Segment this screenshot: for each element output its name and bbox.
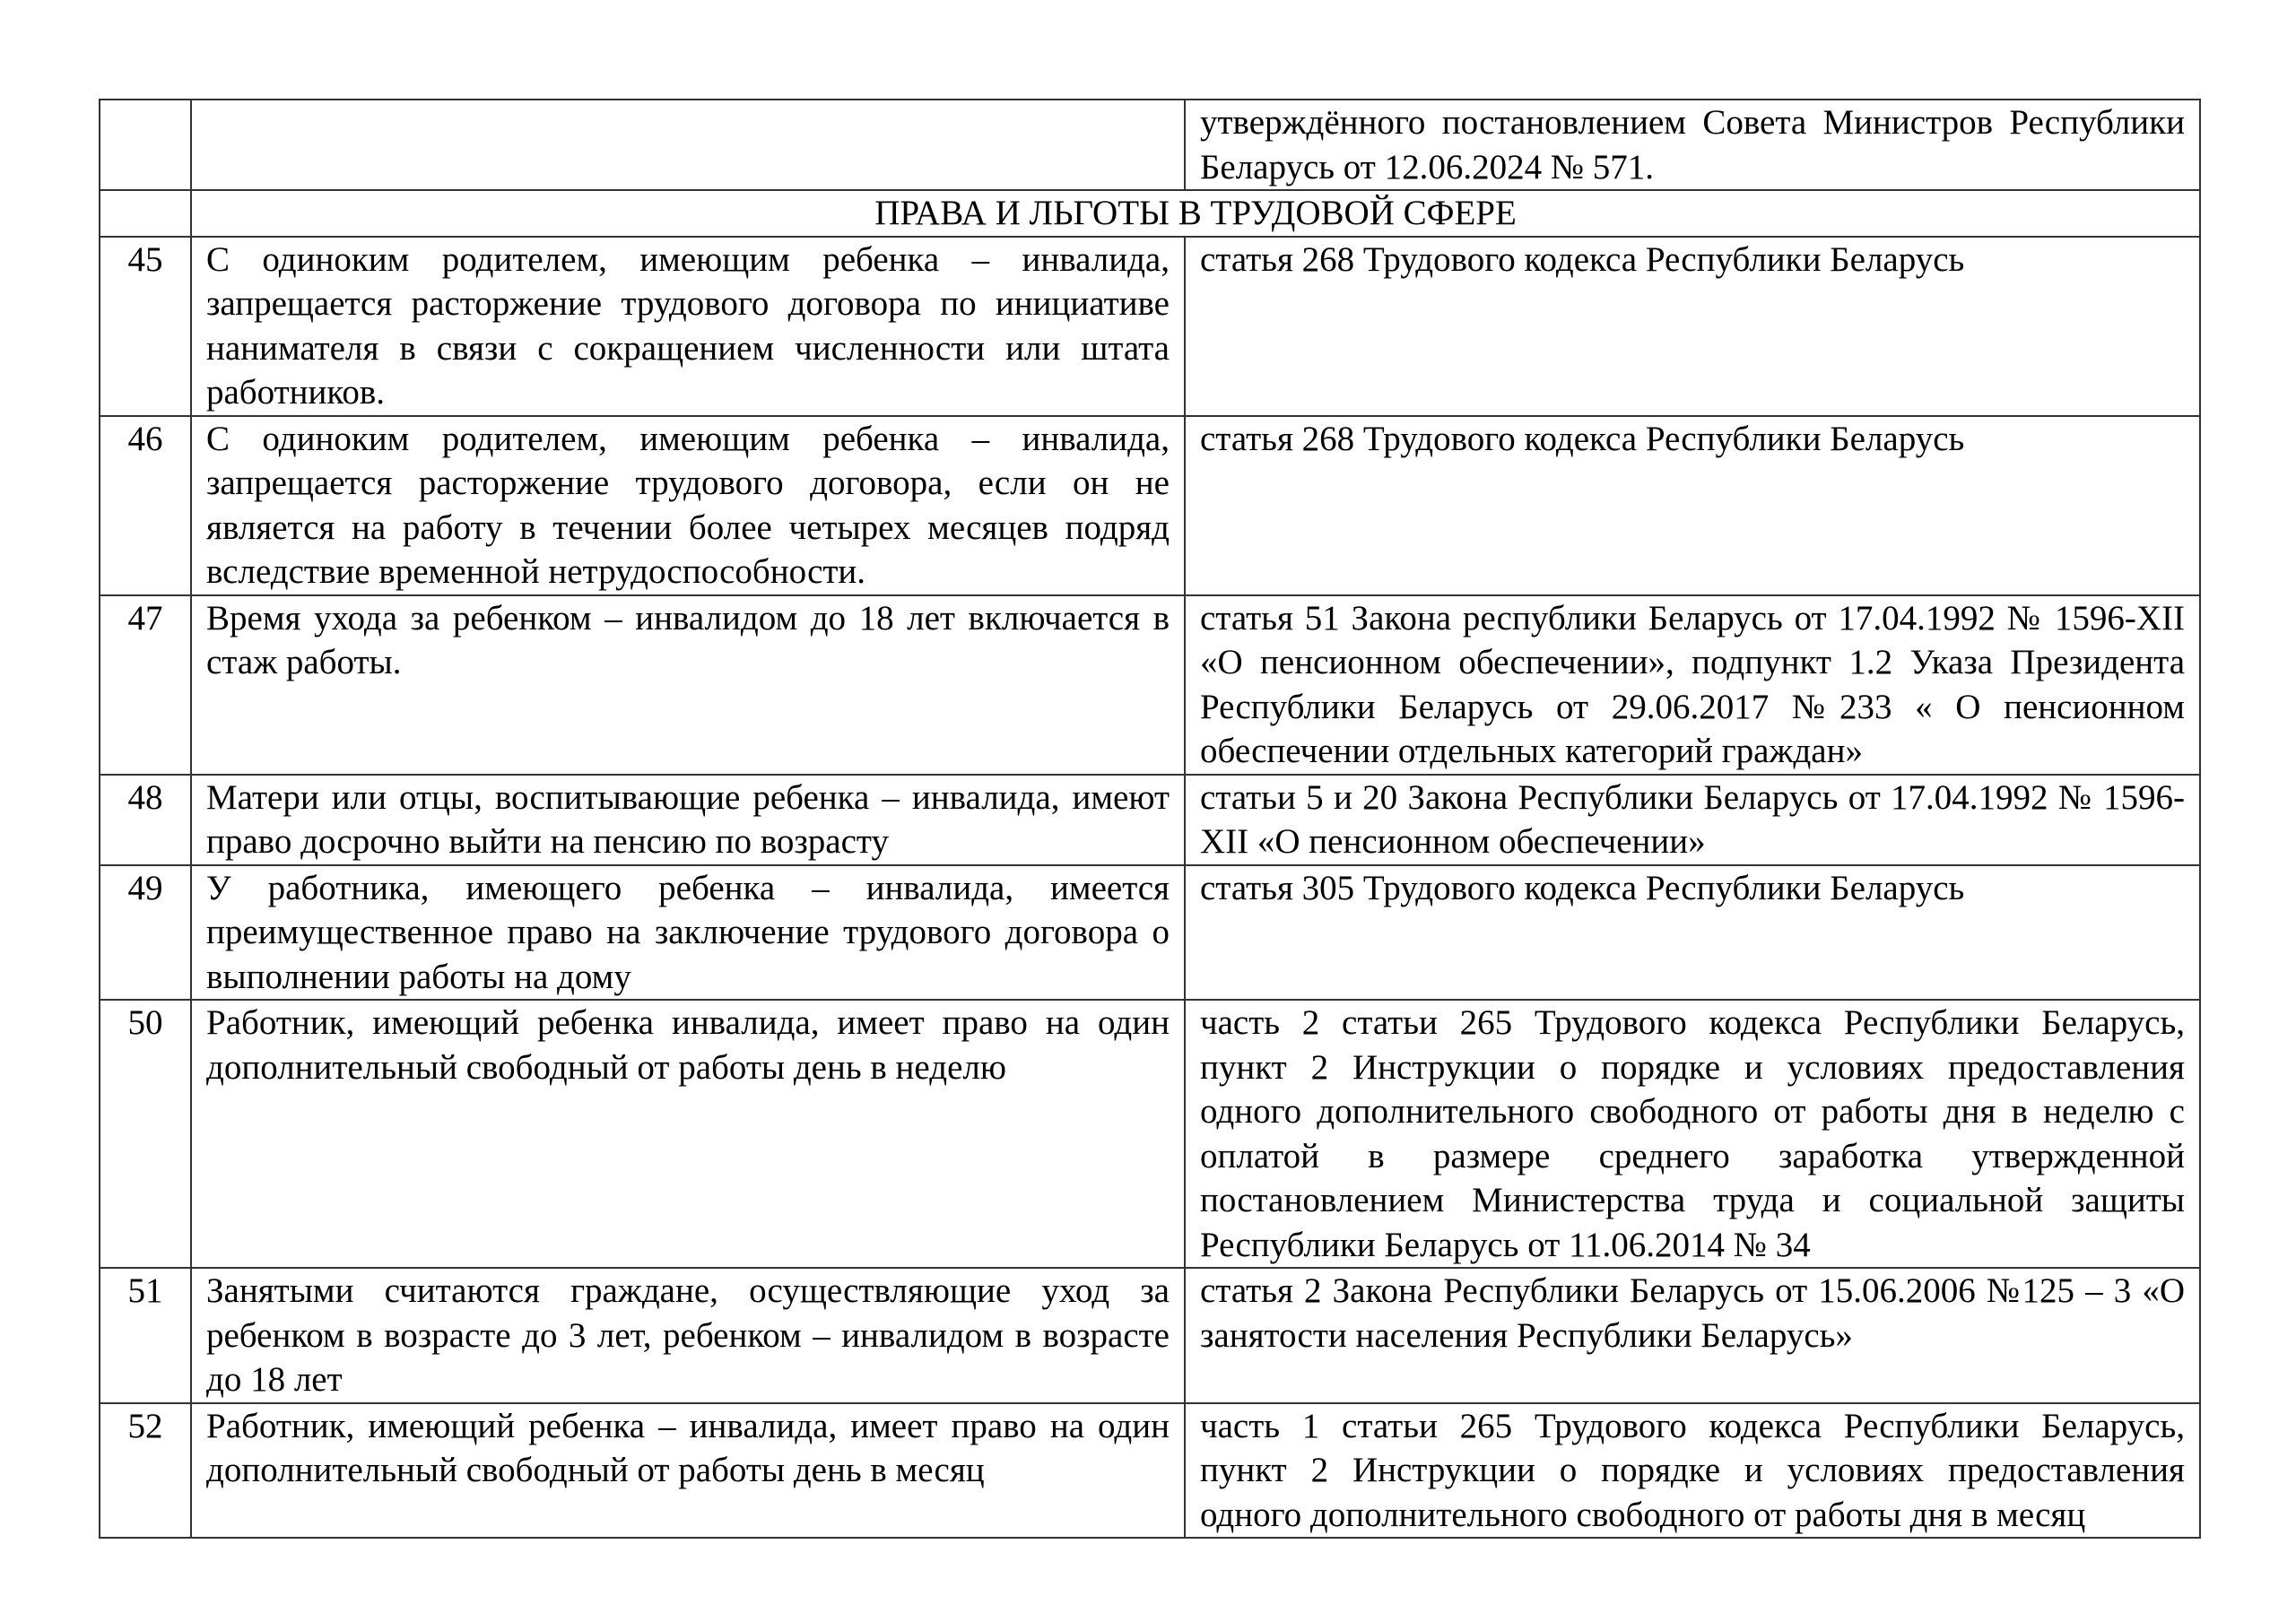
row-number: 51 [100, 1268, 191, 1403]
table-row [100, 1268, 2200, 1403]
benefit-description: Работник, имеющий ребенка инвалида, имеет право на один дополнительный свободный от работы день в неделю [191, 1000, 1185, 1268]
table-row [100, 237, 2200, 416]
legal-basis: часть 2 статьи 265 Трудового кодекса Республики Беларусь, пункт 2 Инструкции о порядке и условиях предоставления одного дополнительного свободного от работы дня в неделю с оплатой в размере среднего заработка утвержденной постановлением Министерства труда и социальной защиты Республики Беларусь от 11.06.2014 № 34 [1185, 1000, 2200, 1268]
row-number [100, 100, 191, 190]
table-row [100, 416, 2200, 595]
benefit-description: Время ухода за ребенком – инвалидом до 18 лет включается в стаж работы. [191, 595, 1185, 775]
benefit-description: У работника, имеющего ребенка – инвалида, имеется преимущественное право на заключение трудового договора о выполнении работы на дому [191, 865, 1185, 1001]
row-number: 47 [100, 595, 191, 775]
section-title: ПРАВА И ЛЬГОТЫ В ТРУДОВОЙ СФЕРЕ [191, 190, 2200, 237]
row-number: 52 [100, 1403, 191, 1539]
table-row [100, 1403, 2200, 1539]
benefit-description: С одиноким родителем, имеющим ребенка – инвалида, запрещается расторжение трудового договора по инициативе нанимателя в связи с сокращением численности или штата работников. [191, 237, 1185, 416]
legal-basis: статья 2 Закона Республики Беларусь от 15.06.2006 №125 – 3 «О занятости населения Республики Беларусь» [1185, 1268, 2200, 1403]
benefit-description: Матери или отцы, воспитывающие ребенка – инвалида, имеют право досрочно выйти на пенсию по возрасту [191, 775, 1185, 865]
row-number: 45 [100, 237, 191, 416]
benefits-table [99, 99, 2201, 1539]
section-header-row [100, 190, 2200, 237]
benefit-description: Занятыми считаются граждане, осуществляющие уход за ребенком в возрасте до 3 лет, ребенком – инвалидом в возрасте до 18 лет [191, 1268, 1185, 1403]
benefit-description: Работник, имеющий ребенка – инвалида, имеет право на один дополнительный свободный от работы день в месяц [191, 1403, 1185, 1539]
row-number: 48 [100, 775, 191, 865]
benefit-description: С одиноким родителем, имеющим ребенка – инвалида, запрещается расторжение трудового договора, если он не является на работу в течении более четырех месяцев подряд вследствие временной нетрудоспособности. [191, 416, 1185, 595]
legal-basis: статья 268 Трудового кодекса Республики Беларусь [1185, 237, 2200, 416]
row-number: 46 [100, 416, 191, 595]
table-row [100, 1000, 2200, 1268]
legal-basis: статьи 5 и 20 Закона Республики Беларусь от 17.04.1992 № 1596-XII «О пенсионном обеспечении» [1185, 775, 2200, 865]
legal-basis: утверждённого постановлением Совета Министров Республики Беларусь от 12.06.2024 № 571. [1185, 100, 2200, 190]
section-number-cell [100, 190, 191, 237]
table-row [100, 775, 2200, 865]
legal-basis: статья 305 Трудового кодекса Республики Беларусь [1185, 865, 2200, 1001]
table-row [100, 865, 2200, 1001]
table-row [100, 595, 2200, 775]
row-number: 49 [100, 865, 191, 1001]
legal-basis: статья 268 Трудового кодекса Республики Беларусь [1185, 416, 2200, 595]
row-number: 50 [100, 1000, 191, 1268]
continuation-row [100, 100, 2200, 190]
legal-basis: часть 1 статьи 265 Трудового кодекса Республики Беларусь, пункт 2 Инструкции о порядке и условиях предоставления одного дополнительного свободного от работы дня в месяц [1185, 1403, 2200, 1539]
benefit-description [191, 100, 1185, 190]
legal-basis: статья 51 Закона республики Беларусь от 17.04.1992 № 1596-XII «О пенсионном обеспечении», подпункт 1.2 Указа Президента Республики Беларусь от 29.06.2017 №233 « О пенсионном обеспечении отдельных категорий граждан» [1185, 595, 2200, 775]
